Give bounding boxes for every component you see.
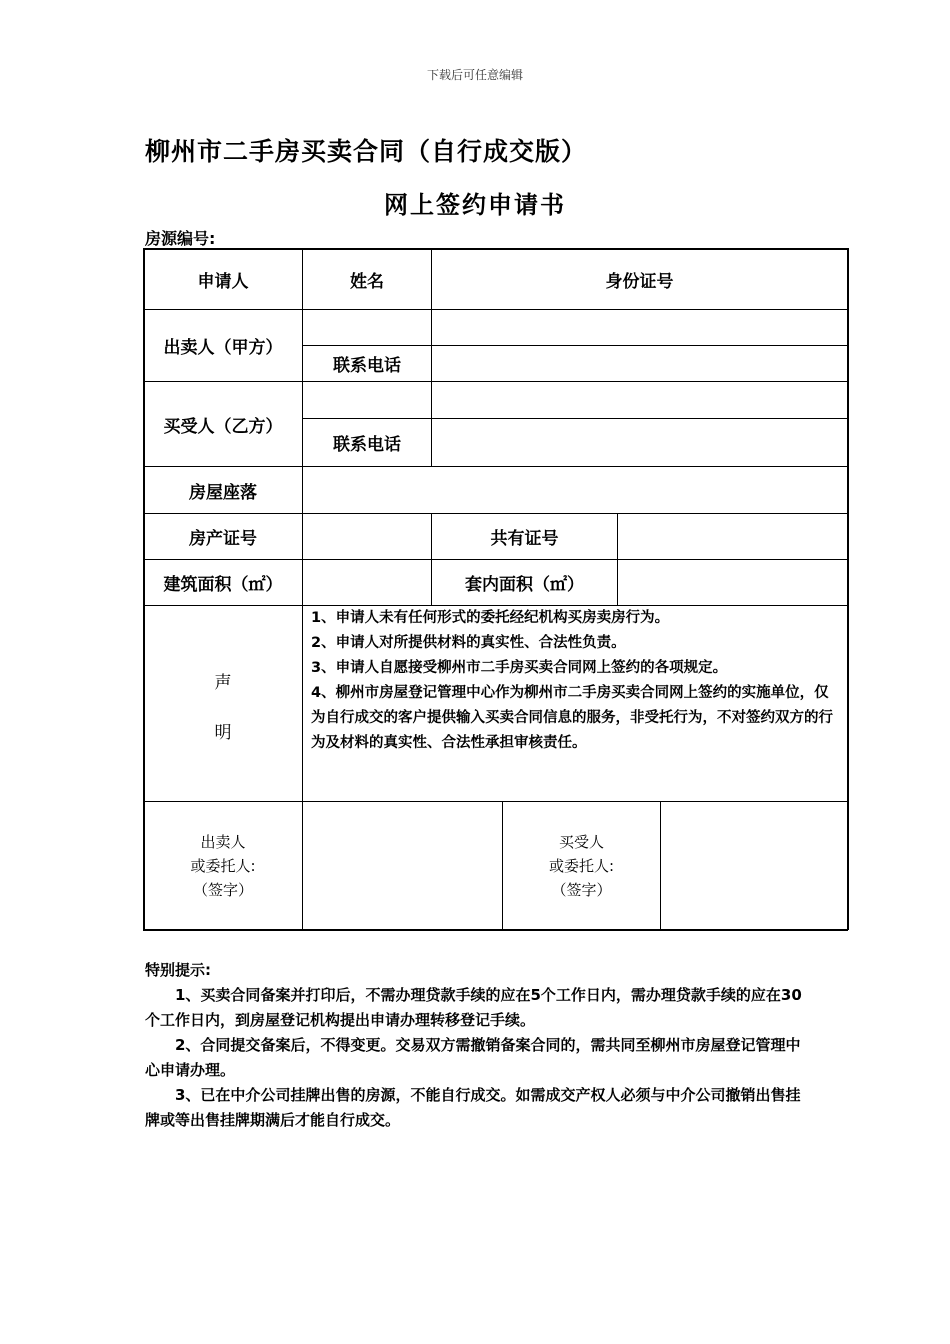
header-id-number: 身份证号 [605, 271, 674, 292]
table-border-right [847, 248, 849, 930]
notes-title: 特别提示: [145, 961, 211, 979]
buyer-signature-label [503, 830, 660, 902]
seller-label: 出卖人（甲方） [163, 338, 283, 358]
seller-phone-field[interactable] [432, 346, 847, 381]
header-applicant: 申请人 [197, 271, 249, 292]
property-cert-label: 房产证号 [189, 529, 257, 549]
seller-sign-line: （签字） [192, 881, 253, 899]
buyer-id-field[interactable] [432, 382, 847, 418]
declaration-item: 3、申请人自愿接受柳州市二手房买卖合同网上签约的各项规定。 [311, 660, 728, 676]
header-note: 下载后可任意编辑 [426, 68, 523, 82]
property-cert-field[interactable] [303, 514, 431, 559]
source-number-label: 房源编号: [145, 229, 216, 248]
build-area-label: 建筑面积（㎡） [163, 575, 283, 595]
co-cert-label: 共有证号 [490, 529, 559, 549]
seller-phone-label: 联系电话 [333, 356, 401, 376]
declaration-item: 1、申请人未有任何形式的委托经纪机构买房卖房行为。 [311, 610, 670, 626]
declaration-item: 4、柳州市房屋登记管理中心作为柳州市二手房买卖合同网上签约的实施单位，仅为自行成交的客户提供输入买卖合同信息的服务，非受托行为，不对签约双方的行为及材料的真实性、合法性承担审核责任。 [311, 685, 833, 751]
buyer-phone-field[interactable] [432, 419, 847, 466]
note-item: 3、已在中介公司挂牌出售的房源，不能自行成交。如需成交产权人必须与中介公司撤销出售挂牌或等出售挂牌期满后才能自行成交。 [145, 1086, 801, 1129]
statement-label-bottom: 明 [214, 722, 232, 743]
buyer-sign-line: 或委托人: [548, 857, 615, 875]
seller-sign-line: 或委托人: [190, 857, 256, 875]
header-name: 姓名 [350, 271, 384, 292]
document-title: 柳州市二手房买卖合同（自行成交版） [145, 137, 588, 166]
statement-label-top: 声 [214, 672, 232, 693]
buyer-label: 买受人（乙方） [163, 416, 283, 437]
table-border-bottom [143, 929, 848, 931]
build-area-field[interactable] [303, 560, 431, 605]
note-item: 1、买卖合同备案并打印后，不需办理贷款手续的应在5个工作日内，需办理贷款手续的应在30个工作日内，到房屋登记机构提出申请办理转移登记手续。 [145, 986, 802, 1029]
buyer-signature-field[interactable] [661, 802, 847, 929]
document-subtitle: 网上签约申请书 [384, 191, 566, 219]
seller-signature-label [144, 830, 302, 902]
note-item: 2、合同提交备案后，不得变更。交易双方需撤销备案合同的，需共同至柳州市房屋登记管理中心申请办理。 [145, 1036, 801, 1079]
co-cert-field[interactable] [618, 514, 847, 559]
location-field[interactable] [303, 467, 847, 513]
buyer-name-field[interactable] [303, 382, 431, 418]
declaration-item: 2、申请人对所提供材料的真实性、合法性负责。 [311, 635, 626, 651]
special-notes [145, 958, 810, 1133]
buyer-phone-label: 联系电话 [333, 435, 401, 455]
seller-sign-line: 出卖人 [200, 833, 246, 851]
seller-id-field[interactable] [432, 310, 847, 345]
seller-name-field[interactable] [303, 310, 431, 345]
location-label: 房屋座落 [189, 482, 257, 503]
inner-area-field[interactable] [618, 560, 847, 605]
seller-signature-field[interactable] [303, 802, 502, 929]
inner-area-label: 套内面积（㎡） [465, 575, 584, 595]
buyer-sign-line: （签字） [551, 881, 612, 899]
buyer-sign-line: 买受人 [558, 833, 604, 851]
declaration-list [311, 606, 841, 756]
